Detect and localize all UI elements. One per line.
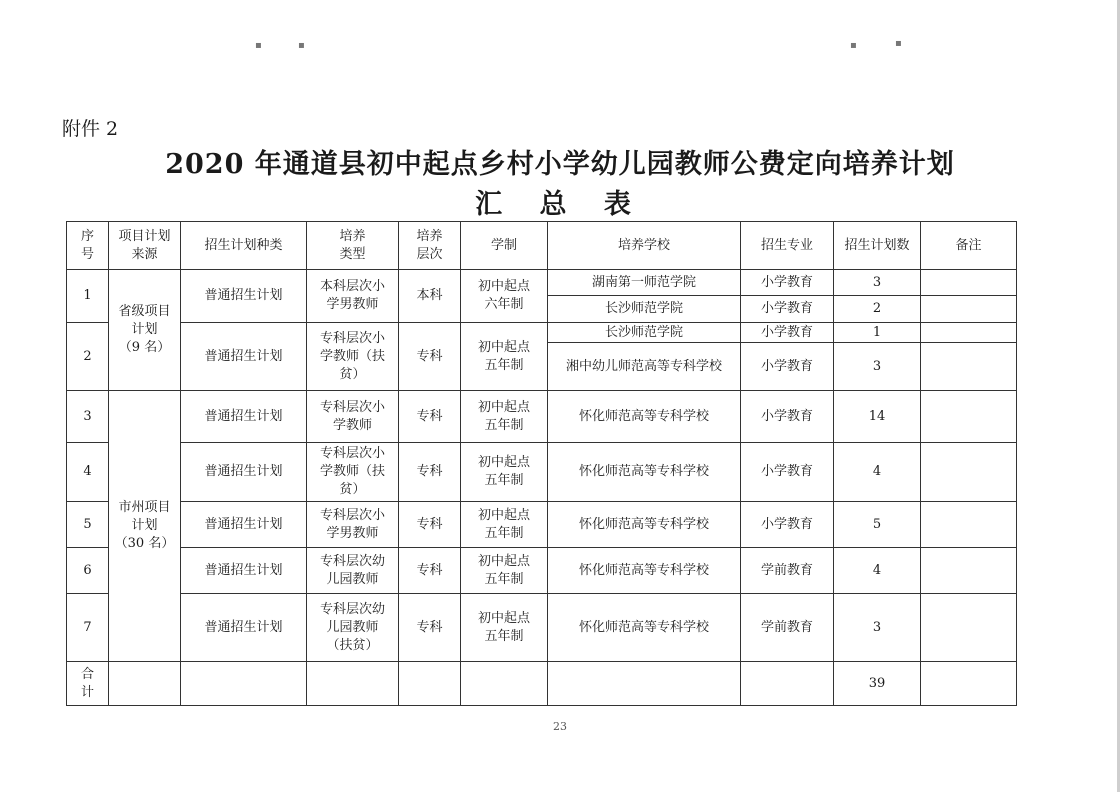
total-empty-cell: [741, 662, 834, 706]
row-school: 长沙师范学院: [548, 296, 741, 323]
total-label: 合 计: [67, 662, 109, 706]
row-school: 怀化师范高等专科学校: [548, 391, 741, 443]
header-major: 招生专业: [741, 222, 834, 270]
table-row: [67, 323, 1017, 343]
row-train-type: 专科层次小 学教师: [307, 391, 399, 443]
row-school: 怀化师范高等专科学校: [548, 594, 741, 662]
row-level: 专科: [399, 594, 461, 662]
document-title: 2020 年通道县初中起点乡村小学幼儿园教师公费定向培养计划: [165, 149, 955, 180]
row-seq: 3: [67, 391, 109, 443]
row-school: 湖南第一师范学院: [548, 270, 741, 296]
row-system: 初中起点 五年制: [461, 443, 548, 502]
row-major: 学前教育: [741, 548, 834, 594]
row-train-type: 专科层次小 学男教师: [307, 502, 399, 548]
row-count: 5: [834, 502, 921, 548]
scan-speck: ▪: [255, 40, 262, 51]
row-plan-type: 普通招生计划: [181, 502, 307, 548]
row-plan-type: 普通招生计划: [181, 594, 307, 662]
row-level: 专科: [399, 323, 461, 391]
row-count: 3: [834, 594, 921, 662]
header-school: 培养学校: [548, 222, 741, 270]
header-source: 项目计划 来源: [109, 222, 181, 270]
scan-speck: ▪: [895, 38, 902, 49]
header-count: 招生计划数: [834, 222, 921, 270]
row-remark: [921, 323, 1017, 343]
row-seq: 6: [67, 548, 109, 594]
row-remark: [921, 443, 1017, 502]
row-major: 小学教育: [741, 502, 834, 548]
plan-summary-table: [66, 221, 1017, 706]
row-train-type: 专科层次小 学教师（扶 贫）: [307, 323, 399, 391]
row-train-type: 专科层次幼 儿园教师 （扶贫）: [307, 594, 399, 662]
row-seq: 2: [67, 323, 109, 391]
row-major: 小学教育: [741, 443, 834, 502]
row-count: 14: [834, 391, 921, 443]
table-row: [67, 270, 1017, 296]
row-level: 专科: [399, 443, 461, 502]
document-subtitle: 汇 总 表: [475, 189, 645, 220]
total-empty-cell: [181, 662, 307, 706]
row-system: 初中起点 五年制: [461, 502, 548, 548]
header-train-type: 培养 类型: [307, 222, 399, 270]
row-count: 1: [834, 323, 921, 343]
table-row: [67, 443, 1017, 502]
row-seq: 4: [67, 443, 109, 502]
row-level: 专科: [399, 502, 461, 548]
row-seq: 5: [67, 502, 109, 548]
header-row: [67, 222, 1017, 270]
row-plan-type: 普通招生计划: [181, 323, 307, 391]
row-remark: [921, 548, 1017, 594]
row-school: 湘中幼儿师范高等专科学校: [548, 343, 741, 391]
row-school: 怀化师范高等专科学校: [548, 548, 741, 594]
row-seq: 1: [67, 270, 109, 323]
row-count: 3: [834, 343, 921, 391]
source-municipal: 市州项目 计划 （30 名）: [109, 391, 181, 662]
header-seq: 序 号: [67, 222, 109, 270]
row-system: 初中起点 五年制: [461, 594, 548, 662]
row-system: 初中起点 五年制: [461, 323, 548, 391]
header-level: 培养 层次: [399, 222, 461, 270]
table-row: [67, 502, 1017, 548]
row-remark: [921, 502, 1017, 548]
table-row: [67, 594, 1017, 662]
row-train-type: 本科层次小 学男教师: [307, 270, 399, 323]
row-remark: [921, 594, 1017, 662]
page-number: 23: [553, 720, 567, 733]
row-count: 4: [834, 443, 921, 502]
total-row: [67, 662, 1017, 706]
total-empty-cell: [399, 662, 461, 706]
row-system: 初中起点 六年制: [461, 270, 548, 323]
table-row: [67, 391, 1017, 443]
scan-speck: ▪: [298, 40, 305, 51]
row-major: 小学教育: [741, 323, 834, 343]
row-remark: [921, 270, 1017, 296]
attachment-label: 附件 2: [62, 118, 119, 140]
row-train-type: 专科层次小 学教师（扶 贫）: [307, 443, 399, 502]
row-system: 初中起点 五年制: [461, 391, 548, 443]
row-major: 小学教育: [741, 343, 834, 391]
row-seq: 7: [67, 594, 109, 662]
row-school: 长沙师范学院: [548, 323, 741, 343]
total-count: 39: [834, 662, 921, 706]
total-empty-cell: [307, 662, 399, 706]
row-remark: [921, 296, 1017, 323]
row-remark: [921, 391, 1017, 443]
total-remark: [921, 662, 1017, 706]
row-train-type: 专科层次幼 儿园教师: [307, 548, 399, 594]
row-level: 本科: [399, 270, 461, 323]
row-level: 专科: [399, 391, 461, 443]
row-major: 小学教育: [741, 270, 834, 296]
row-count: 3: [834, 270, 921, 296]
row-count: 4: [834, 548, 921, 594]
row-school: 怀化师范高等专科学校: [548, 502, 741, 548]
row-major: 小学教育: [741, 391, 834, 443]
row-plan-type: 普通招生计划: [181, 270, 307, 323]
header-system: 学制: [461, 222, 548, 270]
row-major: 学前教育: [741, 594, 834, 662]
row-plan-type: 普通招生计划: [181, 391, 307, 443]
total-empty-cell: [109, 662, 181, 706]
source-provincial: 省级项目 计划 （9 名）: [109, 270, 181, 391]
row-count: 2: [834, 296, 921, 323]
row-remark: [921, 343, 1017, 391]
row-system: 初中起点 五年制: [461, 548, 548, 594]
scan-speck: ▪: [850, 40, 857, 51]
total-empty-cell: [461, 662, 548, 706]
header-remark: 备注: [921, 222, 1017, 270]
row-major: 小学教育: [741, 296, 834, 323]
total-empty-cell: [548, 662, 741, 706]
row-level: 专科: [399, 548, 461, 594]
header-plan-type: 招生计划种类: [181, 222, 307, 270]
row-plan-type: 普通招生计划: [181, 443, 307, 502]
table-row: [67, 548, 1017, 594]
row-school: 怀化师范高等专科学校: [548, 443, 741, 502]
row-plan-type: 普通招生计划: [181, 548, 307, 594]
